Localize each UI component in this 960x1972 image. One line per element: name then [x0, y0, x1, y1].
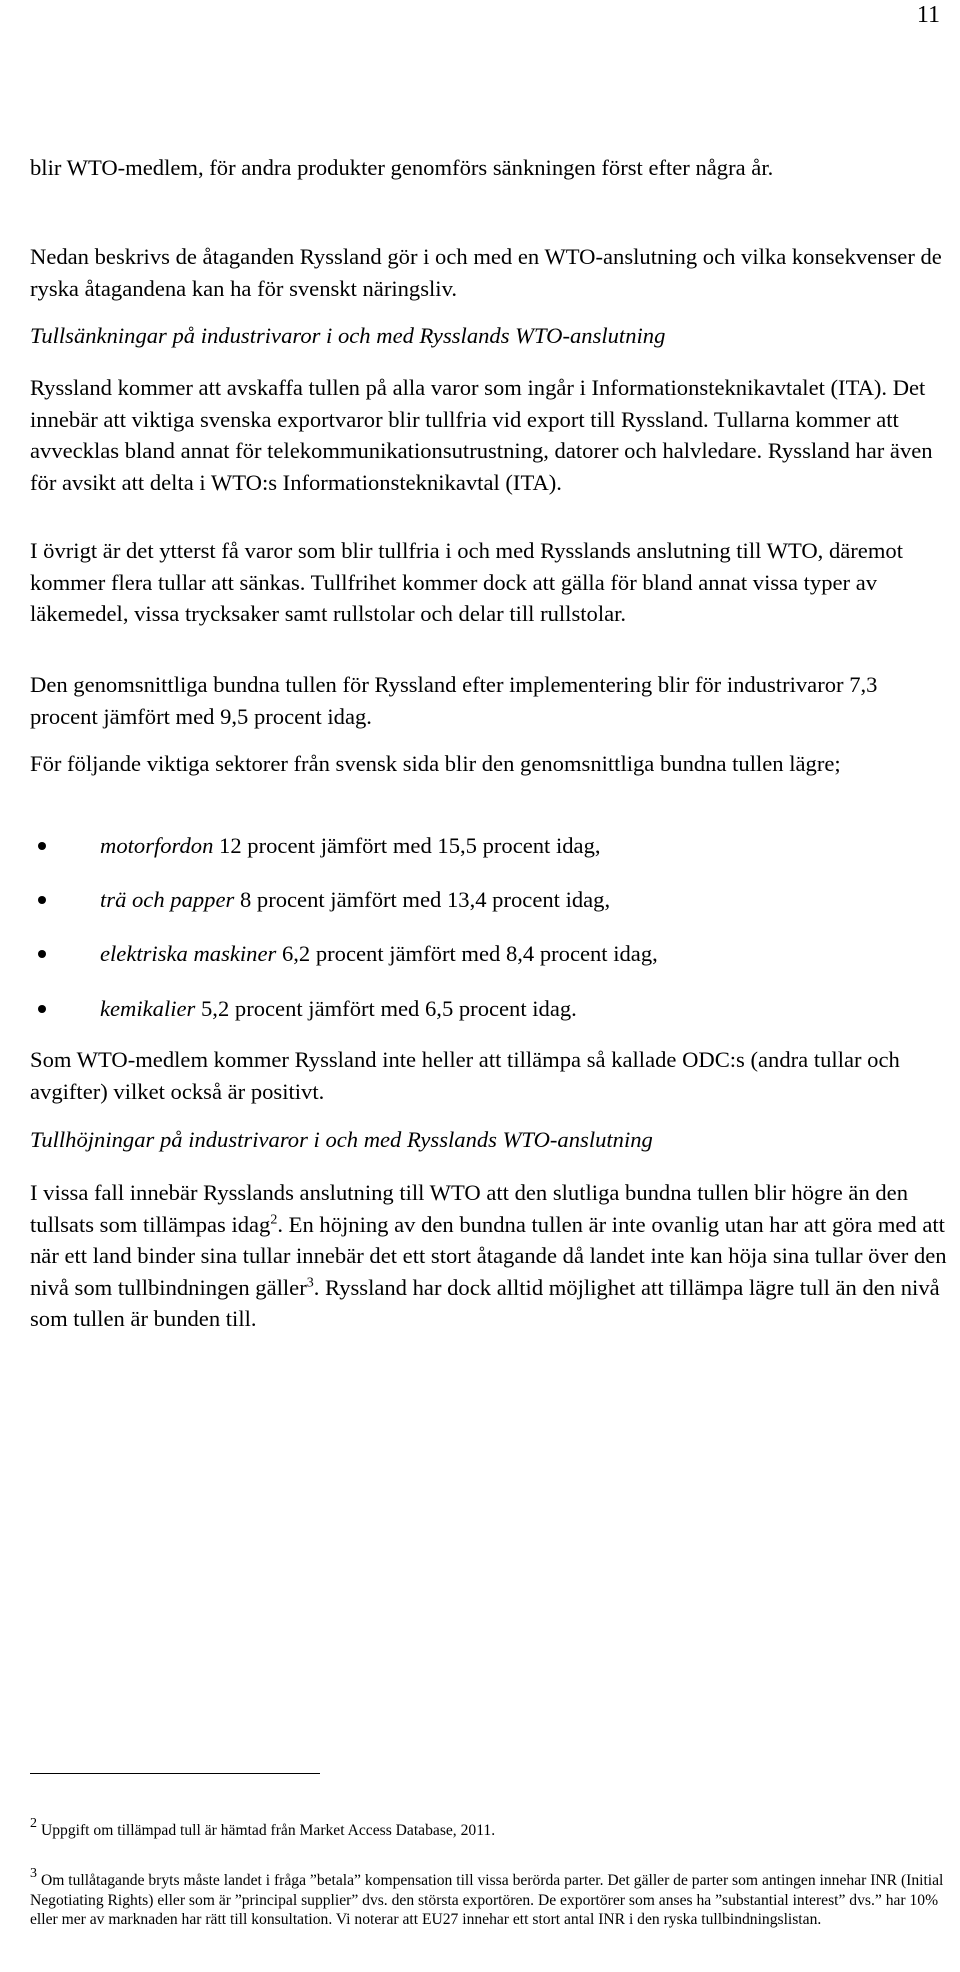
paragraph-average-tariff: Den genomsnittliga bundna tullen för Ryssland efter implementering blir för industrivaror 7,3 procent jämfört med 9,5 procent idag. — [30, 672, 878, 729]
footnote-text: Uppgift om tillämpad tull är hämtad från Market Access Database, 2011. — [41, 1822, 496, 1839]
footnote-number: 2 — [30, 1816, 37, 1831]
footnote-2 — [30, 1814, 948, 1841]
paragraph-text: . En höjning av den bundna tullen är inte ovanlig utan har att göra med att när ett land binder sina tullar innebär det ett stort åtagande då landet inte kan höja sina tullar över den nivå som tullbindningen gäller — [30, 1211, 947, 1300]
paragraph-text: I vissa fall innebär Rysslands anslutning till WTO att den slutliga bundna tullen blir högre än den tullsats som tillämpas idag — [30, 1180, 909, 1237]
paragraph-intro: blir WTO-medlem, för andra produkter genomförs sänkningen först efter några år. — [30, 155, 774, 180]
paragraph-duty-free: I övrigt är det ytterst få varor som blir tullfria i och med Rysslands anslutning till WTO, däremot kommer flera tullar att sänkas. Tullfrihet kommer dock att gälla för bland annat vissa typer av läkemedel, vissa trycksaker samt rullstolar och delar till rullstolar. — [30, 538, 903, 626]
footnote-ref: 3 — [306, 1274, 314, 1290]
footnote-3 — [30, 1864, 948, 1930]
list-item — [30, 993, 948, 1025]
section-heading-tariff-increases: Tullhöjningar på industrivaror i och med Rysslands WTO-anslutning — [30, 1127, 653, 1152]
paragraph-tariff-increase — [30, 1177, 948, 1335]
bullet-text — [100, 884, 610, 916]
footnote-text: Om tullåtagande bryts måste landet i fråga ”betala” kompensation till vissa berörda parter. Det gäller de parter som antingen innehar INR (Initial Negotiating Rights) eller som är ”principal supplier” dvs. den största exportören. De exportörer som anses ha ”substantial interest” dvs.” har 10% eller mer av marknaden har rätt till konsultation. Vi noterar att EU27 innehar ett stort antal INR i den ryska tullbindningslistan. — [30, 1872, 944, 1929]
bullet-text — [100, 938, 658, 970]
bullet-icon — [38, 842, 46, 850]
sector-name: motorfordon — [100, 833, 214, 858]
footnote-number: 3 — [30, 1866, 37, 1881]
bullet-text — [100, 830, 601, 862]
paragraph-commitments: Nedan beskrivs de åtaganden Ryssland gör i och med en WTO-anslutning och vilka konsekvenser de ryska åtagandena kan ha för svenskt näringsliv. — [30, 244, 942, 301]
bullet-icon — [38, 896, 46, 904]
sector-name: trä och papper — [100, 887, 235, 912]
section-heading-tariff-reductions: Tullsänkningar på industrivaror i och med Rysslands WTO-anslutning — [30, 323, 666, 348]
paragraph-sectors-intro: För följande viktiga sektorer från svensk sida blir den genomsnittliga bundna tullen lägre; — [30, 751, 841, 776]
list-item — [30, 938, 948, 970]
list-item — [30, 830, 948, 862]
sector-rate: 5,2 procent jämfört med 6,5 procent idag. — [195, 996, 577, 1021]
footnote-divider — [30, 1773, 320, 1774]
sector-rate: 8 procent jämfört med 13,4 procent idag, — [234, 887, 611, 912]
sector-rate: 12 procent jämfört med 15,5 procent idag, — [213, 833, 601, 858]
bullet-text — [100, 993, 577, 1025]
paragraph-text: . Ryssland har dock alltid möjlighet att tillämpa lägre tull än den nivå som tullen är bunden till. — [30, 1274, 940, 1331]
sector-rate: 6,2 procent jämfört med 8,4 procent idag, — [276, 941, 658, 966]
footnote-ref: 2 — [270, 1211, 278, 1227]
page-number: 11 — [916, 2, 940, 28]
bullet-icon — [38, 1005, 46, 1013]
sector-name: kemikalier — [100, 996, 196, 1021]
list-item — [30, 884, 948, 916]
bullet-icon — [38, 950, 46, 958]
paragraph-ita: Ryssland kommer att avskaffa tullen på alla varor som ingår i Informationsteknikavtalet (ITA). Det innebär att viktiga svenska exportvaror blir tullfria vid export till Ryssland. Tullarna kommer att avvecklas bland annat för telekommunikationsutrustning, datorer och halvledare. Ryssland har även för avsikt att delta i WTO:s Informationsteknikavtal (ITA). — [30, 375, 933, 495]
paragraph-odc: Som WTO-medlem kommer Ryssland inte heller att tillämpa så kallade ODC:s (andra tullar och avgifter) vilket också är positivt. — [30, 1047, 900, 1104]
sector-name: elektriska maskiner — [100, 941, 277, 966]
